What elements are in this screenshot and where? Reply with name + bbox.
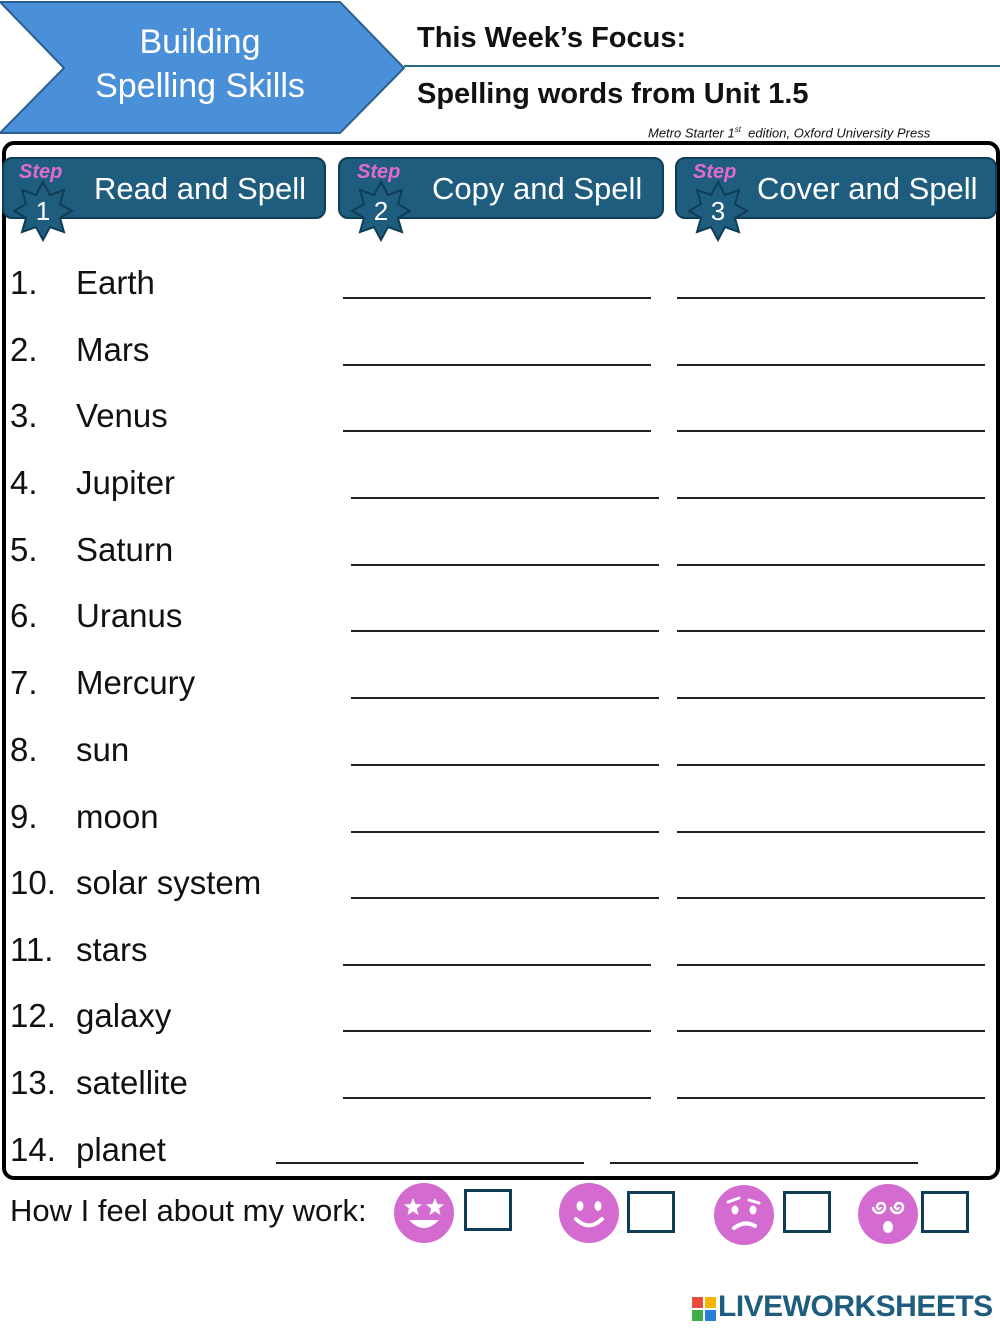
word-number: 7. <box>10 664 38 701</box>
cover-answer-line[interactable] <box>610 1162 918 1164</box>
spelling-word: Venus <box>76 397 168 434</box>
feeling-checkbox[interactable] <box>783 1191 831 1233</box>
cover-answer-line[interactable] <box>677 964 985 966</box>
feeling-checkbox[interactable] <box>921 1191 969 1233</box>
source-note <box>648 125 930 140</box>
spelling-word: Saturn <box>76 531 174 568</box>
spelling-word: Mars <box>76 331 150 368</box>
banner-title-line2: Spelling Skills <box>95 67 305 105</box>
copy-answer-line[interactable] <box>343 297 651 299</box>
cover-answer-line[interactable] <box>677 697 985 699</box>
spelling-word: Earth <box>76 264 155 301</box>
word-number: 8. <box>10 731 38 768</box>
step-1-word: Step <box>19 161 63 183</box>
copy-answer-line[interactable] <box>351 497 659 499</box>
source-note-main: Metro Starter 1 <box>648 125 735 141</box>
spelling-word: Jupiter <box>76 464 176 501</box>
step-3-word: Step <box>693 161 737 183</box>
spelling-word: satellite <box>76 1064 188 1101</box>
copy-answer-line[interactable] <box>343 1030 651 1032</box>
step-1-label: Read and Spell <box>94 171 306 206</box>
banner-title <box>50 20 350 108</box>
word-number: 2. <box>10 331 38 368</box>
confused-face-icon <box>713 1184 775 1246</box>
smiling-face-icon <box>558 1182 620 1244</box>
liveworksheets-logo-icon <box>692 1297 716 1321</box>
copy-answer-line[interactable] <box>343 430 651 432</box>
source-note-rest: edition, Oxford University Press <box>740 125 931 141</box>
spelling-word: solar system <box>76 864 262 901</box>
cover-answer-line[interactable] <box>677 1030 985 1032</box>
copy-answer-line[interactable] <box>343 1097 651 1099</box>
word-number: 9. <box>10 798 38 835</box>
cover-answer-line[interactable] <box>677 897 985 899</box>
spelling-word: planet <box>76 1131 166 1168</box>
cover-answer-line[interactable] <box>677 764 985 766</box>
cover-answer-line[interactable] <box>677 364 985 366</box>
word-number: 5. <box>10 531 38 568</box>
word-number: 13. <box>10 1064 56 1101</box>
cover-answer-line[interactable] <box>677 430 985 432</box>
word-number: 11. <box>10 931 54 968</box>
step-1-number: 1 <box>35 196 51 226</box>
liveworksheets-logo-text: LIVEWORKSHEETS <box>718 1290 993 1323</box>
feeling-checkbox[interactable] <box>464 1189 512 1231</box>
cover-answer-line[interactable] <box>677 630 985 632</box>
cover-answer-line[interactable] <box>677 1097 985 1099</box>
step-2-word: Step <box>357 161 401 183</box>
word-number: 3. <box>10 397 38 434</box>
cover-answer-line[interactable] <box>677 831 985 833</box>
focus-subtitle: Spelling words from Unit 1.5 <box>417 78 809 110</box>
word-number: 10. <box>10 864 56 901</box>
focus-title: This Week’s Focus: <box>417 22 687 54</box>
word-number: 1. <box>10 264 38 301</box>
star-eyes-face-icon <box>393 1182 455 1244</box>
copy-answer-line[interactable] <box>343 364 651 366</box>
feeling-checkbox[interactable] <box>627 1191 675 1233</box>
spelling-word: Uranus <box>76 597 183 634</box>
step-3-number: 3 <box>710 196 726 226</box>
feeling-prompt: How I feel about my work: <box>10 1193 367 1228</box>
source-note-superscript: st <box>734 125 741 134</box>
focus-divider <box>404 65 1000 67</box>
copy-answer-line[interactable] <box>351 630 659 632</box>
step-2-number: 2 <box>373 196 389 226</box>
step-3-label: Cover and Spell <box>757 171 978 206</box>
spelling-word: moon <box>76 798 159 835</box>
step-2-label: Copy and Spell <box>432 171 643 206</box>
word-number: 12. <box>10 997 56 1034</box>
copy-answer-line[interactable] <box>276 1162 584 1164</box>
copy-answer-line[interactable] <box>351 564 659 566</box>
copy-answer-line[interactable] <box>351 697 659 699</box>
banner-title-line1: Building <box>139 23 261 61</box>
dizzy-face-icon <box>857 1183 919 1245</box>
word-number: 4. <box>10 464 38 501</box>
word-number: 14. <box>10 1131 56 1168</box>
copy-answer-line[interactable] <box>351 897 659 899</box>
spelling-word: stars <box>76 931 148 968</box>
cover-answer-line[interactable] <box>677 564 985 566</box>
spelling-word: Mercury <box>76 664 196 701</box>
word-number: 6. <box>10 597 38 634</box>
copy-answer-line[interactable] <box>351 831 659 833</box>
spelling-word: galaxy <box>76 997 172 1034</box>
cover-answer-line[interactable] <box>677 497 985 499</box>
copy-answer-line[interactable] <box>351 764 659 766</box>
cover-answer-line[interactable] <box>677 297 985 299</box>
copy-answer-line[interactable] <box>343 964 651 966</box>
spelling-word: sun <box>76 731 130 768</box>
